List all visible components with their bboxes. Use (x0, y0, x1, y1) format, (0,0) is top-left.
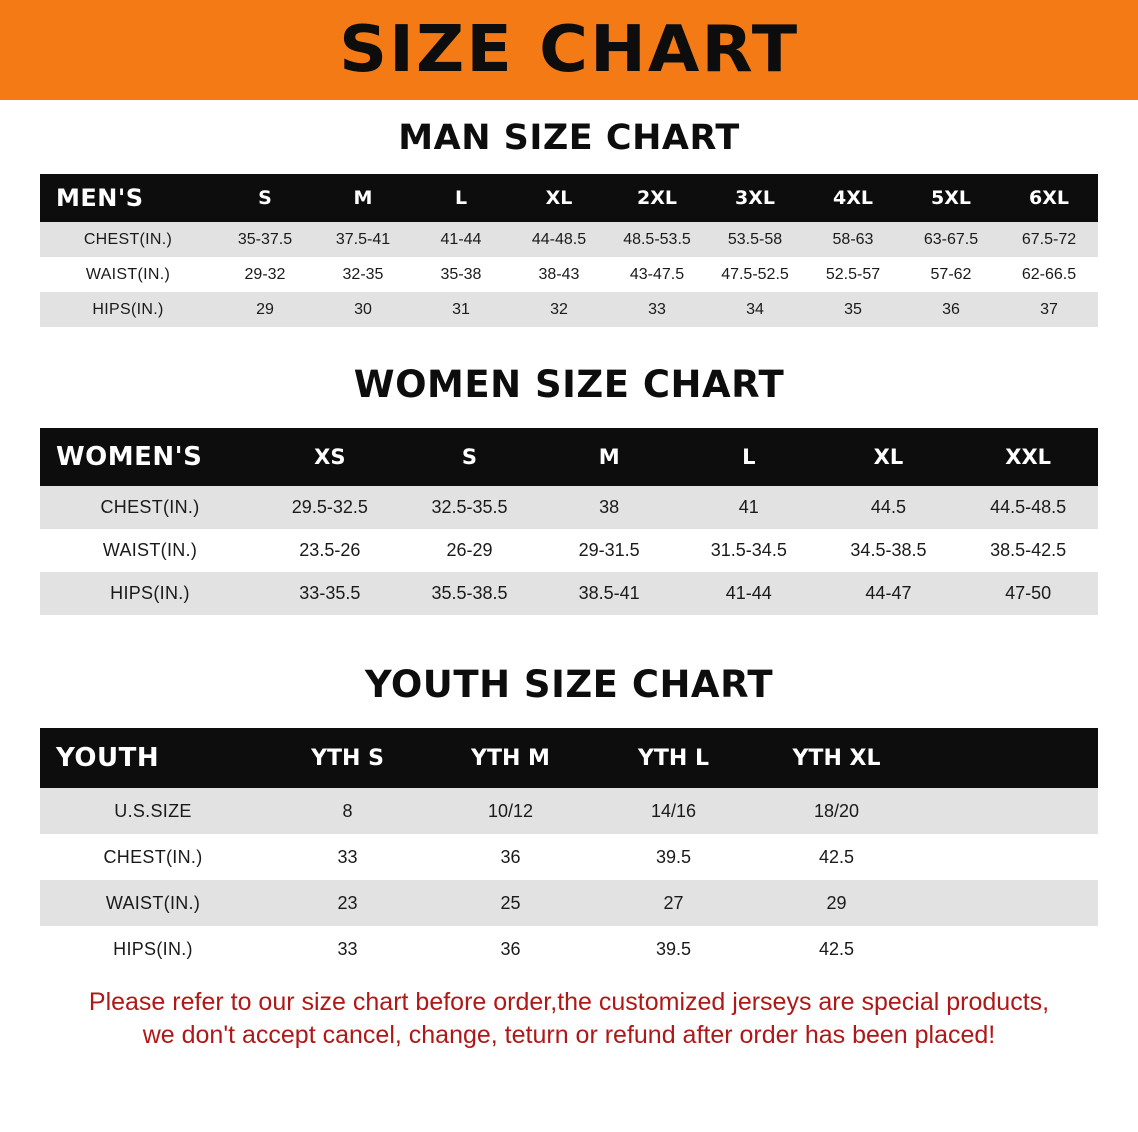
youth-header-size-1: YTH M (471, 745, 550, 771)
youth-header-size-2: YTH L (637, 745, 710, 771)
youth-row-1-cell-3: 42.5 (818, 846, 855, 867)
women-header-size-4: XL (873, 445, 904, 469)
youth-row-0-spacer (918, 788, 1098, 834)
table-row (40, 257, 1098, 292)
women-header-size-2: M (598, 445, 620, 469)
policy-note-line-2: we don't accept cancel, change, teturn or refund after order has been placed! (142, 1021, 996, 1049)
women-row-2-cell-0: 33-35.5 (299, 583, 361, 603)
women-row-2-cell-3: 41-44 (725, 583, 772, 603)
men-header-size-6: 4XL (833, 187, 873, 209)
youth-row-0-cell-3: 18/20 (813, 800, 860, 821)
policy-note (0, 972, 1138, 1052)
men-header-label: MEN'S (56, 184, 144, 212)
youth-row-2-spacer (918, 880, 1098, 926)
men-row-2-cell-2: 31 (452, 300, 470, 318)
table-row (40, 788, 1098, 834)
women-row-1-cell-4: 34.5-38.5 (850, 540, 927, 560)
women-row-0-cell-1: 32.5-35.5 (431, 497, 508, 517)
men-row-2-cell-0: 29 (256, 300, 274, 318)
youth-row-1-label: CHEST(IN.) (103, 846, 203, 867)
women-row-2-cell-4: 44-47 (865, 583, 912, 603)
women-section-heading: WOMEN SIZE CHART (353, 363, 785, 406)
men-size-table (40, 174, 1098, 327)
men-row-1-cell-0: 29-32 (244, 265, 286, 283)
men-row-1-cell-8: 62-66.5 (1021, 265, 1077, 283)
men-row-1-label: WAIST(IN.) (85, 265, 171, 283)
youth-row-2-cell-1: 25 (500, 892, 521, 913)
women-row-1-cell-0: 23.5-26 (299, 540, 361, 560)
youth-header-size-3: YTH XL (792, 745, 881, 771)
women-row-0-cell-2: 38 (599, 497, 620, 517)
men-row-1-cell-5: 47.5-52.5 (721, 265, 789, 283)
men-row-1-cell-2: 35-38 (440, 265, 482, 283)
chart-content (0, 118, 1138, 972)
women-row-0-cell-5: 44.5-48.5 (990, 497, 1067, 517)
women-row-2-cell-5: 47-50 (1005, 583, 1052, 603)
women-row-1-cell-2: 29-31.5 (578, 540, 640, 560)
youth-header-size-0: YTH S (311, 745, 384, 771)
youth-row-3-cell-1: 36 (500, 938, 521, 959)
men-row-0-cell-6: 58-63 (832, 230, 874, 248)
youth-size-table (40, 728, 1098, 972)
youth-header-label: YOUTH (56, 743, 160, 773)
women-header-size-3: L (742, 445, 756, 469)
youth-row-3-cell-0: 33 (337, 938, 358, 959)
men-row-2-cell-4: 33 (648, 300, 666, 318)
youth-row-1-spacer (918, 834, 1098, 880)
men-row-2-cell-8: 37 (1040, 300, 1058, 318)
men-header-size-8: 6XL (1029, 187, 1069, 209)
men-row-1-cell-7: 57-62 (930, 265, 972, 283)
men-row-2-cell-7: 36 (942, 300, 960, 318)
men-row-0-cell-4: 48.5-53.5 (623, 230, 691, 248)
men-row-2-label: HIPS(IN.) (92, 300, 164, 318)
women-row-2-label: HIPS(IN.) (110, 583, 190, 603)
table-row (40, 529, 1098, 572)
youth-row-0-label: U.S.SIZE (114, 800, 192, 821)
women-row-0-cell-3: 41 (738, 497, 759, 517)
men-row-0-label: CHEST(IN.) (83, 230, 173, 248)
men-row-2-cell-3: 32 (550, 300, 568, 318)
table-row (40, 292, 1098, 327)
men-row-2-cell-6: 35 (844, 300, 862, 318)
policy-note-line-1: Please refer to our size chart before order,the customized jerseys are special products, (88, 988, 1050, 1016)
table-row (40, 222, 1098, 257)
men-header-size-1: M (353, 187, 373, 209)
youth-row-2-cell-2: 27 (663, 892, 684, 913)
women-table-header-row (40, 428, 1098, 486)
men-row-0-cell-8: 67.5-72 (1021, 230, 1077, 248)
youth-section-heading: YOUTH SIZE CHART (364, 663, 774, 706)
table-row (40, 926, 1098, 972)
women-header-label: WOMEN'S (56, 442, 203, 472)
men-table-header-row (40, 174, 1098, 222)
youth-row-1-cell-1: 36 (500, 846, 521, 867)
youth-header-spacer (918, 728, 1098, 788)
men-section-heading: MAN SIZE CHART (398, 118, 740, 158)
men-row-2-cell-1: 30 (354, 300, 372, 318)
men-header-size-0: S (258, 187, 272, 209)
men-row-1-cell-1: 32-35 (342, 265, 384, 283)
women-row-0-cell-4: 44.5 (870, 497, 906, 517)
page-title: SIZE CHART (338, 13, 800, 87)
women-header-size-5: XXL (1005, 445, 1052, 469)
table-row (40, 880, 1098, 926)
women-row-2-cell-2: 38.5-41 (578, 583, 640, 603)
women-row-2-cell-1: 35.5-38.5 (431, 583, 508, 603)
men-row-2-cell-5: 34 (746, 300, 764, 318)
men-header-size-3: XL (545, 187, 573, 209)
table-row (40, 834, 1098, 880)
youth-row-2-cell-3: 29 (826, 892, 847, 913)
women-header-size-1: S (461, 445, 478, 469)
men-row-0-cell-0: 35-37.5 (237, 230, 293, 248)
men-row-1-cell-6: 52.5-57 (825, 265, 881, 283)
women-size-table (40, 428, 1098, 615)
youth-row-3-spacer (918, 926, 1098, 972)
youth-row-0-cell-0: 8 (342, 800, 353, 821)
page-banner (0, 0, 1138, 100)
youth-row-0-cell-1: 10/12 (487, 800, 534, 821)
table-row (40, 486, 1098, 529)
youth-row-3-cell-3: 42.5 (818, 938, 855, 959)
youth-row-2-cell-0: 23 (337, 892, 358, 913)
youth-row-1-cell-2: 39.5 (655, 846, 692, 867)
men-row-0-cell-3: 44-48.5 (531, 230, 587, 248)
youth-table-header-row (40, 728, 1098, 788)
women-row-1-cell-5: 38.5-42.5 (990, 540, 1067, 560)
men-header-size-4: 2XL (637, 187, 677, 209)
men-row-1-cell-3: 38-43 (538, 265, 580, 283)
youth-row-3-label: HIPS(IN.) (113, 938, 193, 959)
youth-row-1-cell-0: 33 (337, 846, 358, 867)
women-row-1-cell-1: 26-29 (446, 540, 493, 560)
women-header-size-0: XS (314, 445, 346, 469)
men-row-1-cell-4: 43-47.5 (629, 265, 685, 283)
youth-row-0-cell-2: 14/16 (650, 800, 697, 821)
women-row-0-cell-0: 29.5-32.5 (291, 497, 368, 517)
women-row-1-label: WAIST(IN.) (102, 540, 198, 560)
women-row-0-label: CHEST(IN.) (100, 497, 200, 517)
men-header-size-7: 5XL (931, 187, 971, 209)
men-header-size-2: L (454, 187, 468, 209)
men-row-0-cell-7: 63-67.5 (923, 230, 979, 248)
table-row (40, 572, 1098, 615)
men-row-0-cell-1: 37.5-41 (335, 230, 391, 248)
women-row-1-cell-3: 31.5-34.5 (710, 540, 787, 560)
youth-row-2-label: WAIST(IN.) (105, 892, 201, 913)
men-row-0-cell-2: 41-44 (440, 230, 482, 248)
men-header-size-5: 3XL (735, 187, 775, 209)
youth-row-3-cell-2: 39.5 (655, 938, 692, 959)
men-row-0-cell-5: 53.5-58 (727, 230, 783, 248)
